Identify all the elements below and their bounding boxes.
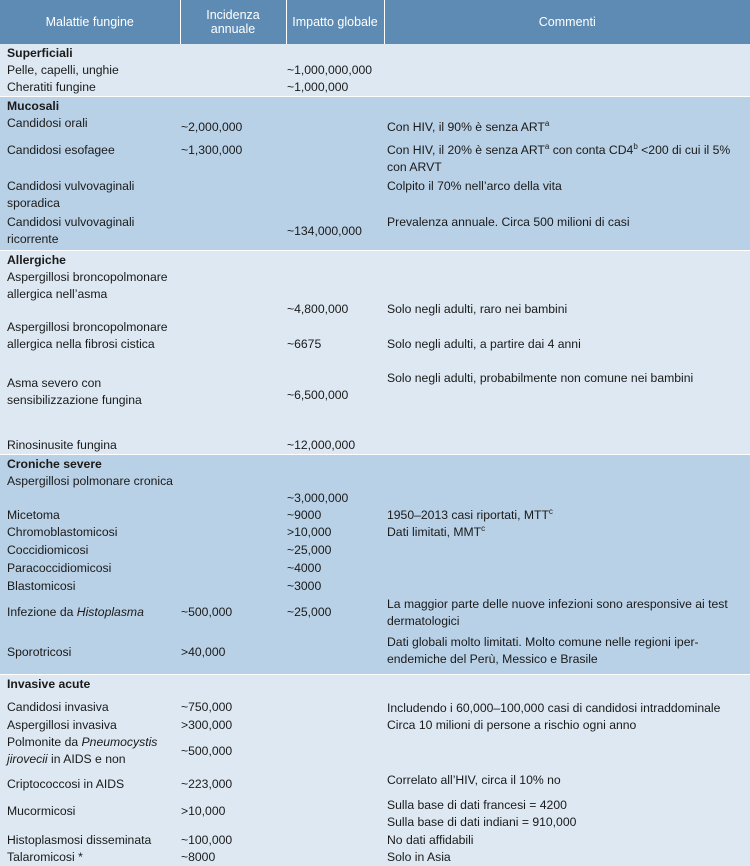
disease-cell: Chromoblastomicosi xyxy=(0,524,180,542)
disease-cell: Micetoma xyxy=(0,507,180,524)
section-header-row xyxy=(0,97,750,116)
impact-cell: ~12,000,000 xyxy=(286,424,384,455)
footnote-marker: b xyxy=(633,142,638,151)
table-row xyxy=(0,214,750,250)
impact-cell xyxy=(286,793,384,832)
disease-cell: Polmonite da Pneumocystis jirovecii in AIDS e non xyxy=(0,734,180,768)
incidence-cell xyxy=(180,473,286,507)
impact-cell: ~25,000 xyxy=(286,596,384,634)
comment-cell: Correlato all’HIV, circa il 10% no xyxy=(384,768,750,793)
impact-cell xyxy=(286,849,384,866)
impact-cell xyxy=(286,634,384,675)
disease-cell: Mucormicosi xyxy=(0,793,180,832)
table-row xyxy=(0,578,750,596)
comment-cell xyxy=(384,578,750,596)
impact-cell xyxy=(286,768,384,793)
comment-cell: Solo negli adulti, probabilmente non comune nei bambini xyxy=(384,370,750,424)
impact-cell: ~25,000 xyxy=(286,542,384,560)
impact-cell: ~1,000,000,000 xyxy=(286,62,384,79)
comment-cell: Con HIV, il 20% è senza ART$^a$ con conta $CD4^b <200$ di cui il 5% con ARVT xyxy=(384,142,750,178)
section-title: Croniche severe xyxy=(0,454,750,473)
footnote-marker: c xyxy=(481,523,486,533)
disease-cell: Talaromicosi * xyxy=(0,849,180,866)
comment-cell: Solo negli adulti, a partire dai 4 anni xyxy=(384,319,750,370)
impact-cell: ~6,500,000 xyxy=(286,370,384,424)
comment-cell: Solo negli adulti, raro nei bambini xyxy=(384,269,750,319)
incidence-cell: >300,000 xyxy=(180,717,286,734)
comment-cell xyxy=(384,79,750,97)
incidence-cell: ~500,000 xyxy=(180,596,286,634)
disease-cell: Candidosi esofagee xyxy=(0,142,180,178)
table-row xyxy=(0,693,750,717)
table-row xyxy=(0,473,750,507)
incidence-cell xyxy=(180,424,286,455)
incidence-cell: >10,000 xyxy=(180,793,286,832)
disease-cell: Coccidiomicosi xyxy=(0,542,180,560)
incidence-cell: ~500,000 xyxy=(180,734,286,768)
comment-cell xyxy=(384,473,750,507)
disease-cell: Aspergillosi invasiva xyxy=(0,717,180,734)
incidence-cell: ~750,000 xyxy=(180,693,286,717)
table-row xyxy=(0,734,750,768)
table-row xyxy=(0,560,750,578)
incidence-cell: >40,000 xyxy=(180,634,286,675)
impact-cell xyxy=(286,178,384,214)
impact-cell: ~3,000,000 xyxy=(286,473,384,507)
impact-cell xyxy=(286,832,384,849)
impact-cell: ~6675 xyxy=(286,319,384,370)
table-row xyxy=(0,178,750,214)
table-row xyxy=(0,634,750,675)
section-title: Invasive acute xyxy=(0,675,750,694)
section-header-row xyxy=(0,44,750,62)
impact-cell: ~3000 xyxy=(286,578,384,596)
header-comments: Commenti xyxy=(384,0,750,44)
section-title: Allergiche xyxy=(0,250,750,269)
comment-cell xyxy=(384,62,750,79)
comment-cell: Con HIV, il 90% è senza ART$^a$ xyxy=(384,115,750,142)
section-title: Mucosali xyxy=(0,97,750,116)
disease-cell: Candidosi orali xyxy=(0,115,180,142)
header-impact: Impatto globale xyxy=(286,0,384,44)
disease-cell: Pelle, capelli, unghie xyxy=(0,62,180,79)
comment-cell: Colpito il 70% nell’arco della vita xyxy=(384,178,750,214)
incidence-cell: ~1,300,000 xyxy=(180,142,286,178)
disease-cell: Aspergillosi polmonare cronica xyxy=(0,473,180,507)
header-row xyxy=(0,0,750,44)
section-header-row xyxy=(0,454,750,473)
footnote-marker: a xyxy=(544,142,550,151)
table-row xyxy=(0,542,750,560)
impact-cell: ~4000 xyxy=(286,560,384,578)
header-incidence: Incidenza annuale xyxy=(180,0,286,44)
incidence-cell xyxy=(180,319,286,370)
incidence-cell: ~8000 xyxy=(180,849,286,866)
incidence-cell: ~223,000 xyxy=(180,768,286,793)
incidence-cell xyxy=(180,370,286,424)
comment-cell: No dati affidabili xyxy=(384,832,750,849)
comment-cell xyxy=(384,734,750,768)
disease-cell: Aspergillosi broncopolmonare allergica nell’asma xyxy=(0,269,180,319)
comment-cell xyxy=(384,542,750,560)
table-row xyxy=(0,319,750,370)
comment-cell xyxy=(384,560,750,578)
section-header-row xyxy=(0,250,750,269)
header-disease: Malattie fungine xyxy=(0,0,180,44)
footnote-marker: a xyxy=(544,118,550,128)
comment-cell: Prevalenza annuale. Circa 500 milioni di casi xyxy=(384,214,750,250)
table-row xyxy=(0,142,750,178)
incidence-cell xyxy=(180,79,286,97)
impact-cell: ~134,000,000 xyxy=(286,214,384,250)
impact-cell xyxy=(286,693,384,717)
disease-cell: Blastomicosi xyxy=(0,578,180,596)
table-row xyxy=(0,115,750,142)
section-header-row xyxy=(0,675,750,694)
disease-cell: Asma severo con sensibilizzazione fungina xyxy=(0,370,180,424)
impact-cell xyxy=(286,717,384,734)
table-row xyxy=(0,269,750,319)
impact-cell xyxy=(286,115,384,142)
disease-genus: Histoplasma xyxy=(76,604,144,619)
disease-cell: Candidosi vulvovaginali ricorrente xyxy=(0,214,180,250)
incidence-cell xyxy=(180,507,286,524)
incidence-cell: ~100,000 xyxy=(180,832,286,849)
disease-cell: Cheratiti fungine xyxy=(0,79,180,97)
footnote-marker: c xyxy=(548,506,553,516)
table-row xyxy=(0,370,750,424)
comment-cell: Includendo i 60,000–100,000 casi di candidosi intraddominale xyxy=(384,693,750,717)
table-body xyxy=(0,44,750,866)
impact-cell: ~1,000,000 xyxy=(286,79,384,97)
table-row xyxy=(0,793,750,832)
incidence-cell xyxy=(180,578,286,596)
impact-cell xyxy=(286,142,384,178)
incidence-cell xyxy=(180,542,286,560)
section-title: Superficiali xyxy=(0,44,750,62)
incidence-cell xyxy=(180,560,286,578)
impact-cell xyxy=(286,734,384,768)
disease-cell: Candidosi vulvovaginali sporadica xyxy=(0,178,180,214)
incidence-cell xyxy=(180,524,286,542)
incidence-cell xyxy=(180,178,286,214)
table-row xyxy=(0,424,750,455)
table-row xyxy=(0,79,750,97)
table-row xyxy=(0,717,750,734)
table-row xyxy=(0,524,750,542)
comment-cell: La maggior parte delle nuove infezioni sono aresponsive ai test dermatologici xyxy=(384,596,750,634)
table-row xyxy=(0,62,750,79)
incidence-cell xyxy=(180,214,286,250)
disease-cell: Candidosi invasiva xyxy=(0,693,180,717)
incidence-cell xyxy=(180,62,286,79)
incidence-cell xyxy=(180,269,286,319)
impact-cell: ~4,800,000 xyxy=(286,269,384,319)
comment-cell: Circa 10 milioni di persone a rischio ogni anno xyxy=(384,717,750,734)
comment-cell: Dati limitati, MMT$^c$ xyxy=(384,524,750,542)
incidence-cell: ~2,000,000 xyxy=(180,115,286,142)
table-row xyxy=(0,832,750,849)
table-row xyxy=(0,768,750,793)
disease-cell: Criptococcosi in AIDS xyxy=(0,768,180,793)
comment-cell: Solo in Asia xyxy=(384,849,750,866)
disease-cell: Paracoccidiomicosi xyxy=(0,560,180,578)
comment-cell: Sulla base di dati francesi = 4200 Sulla base di dati indiani = 910,000 xyxy=(384,793,750,832)
disease-cell: Sporotricosi xyxy=(0,634,180,675)
disease-cell: Aspergillosi broncopolmonare allergica nella fibrosi cistica xyxy=(0,319,180,370)
table-row xyxy=(0,849,750,866)
table-row xyxy=(0,596,750,634)
table-row xyxy=(0,507,750,524)
disease-cell: Infezione da Histoplasma xyxy=(0,596,180,634)
disease-cell: Rinosinusite fungina xyxy=(0,424,180,455)
comment-cell xyxy=(384,424,750,455)
impact-cell: ~9000 xyxy=(286,507,384,524)
impact-cell: >10,000 xyxy=(286,524,384,542)
comment-cell: Dati globali molto limitati. Molto comune nelle regioni iper-endemiche del Perù, Messico e Brasile xyxy=(384,634,750,675)
disease-genus: Pneumocystis jirovecii xyxy=(7,735,158,766)
comment-cell: 1950–2013 casi riportati, MTT$^c$ xyxy=(384,507,750,524)
disease-cell: Histoplasmosi disseminata xyxy=(0,832,180,849)
